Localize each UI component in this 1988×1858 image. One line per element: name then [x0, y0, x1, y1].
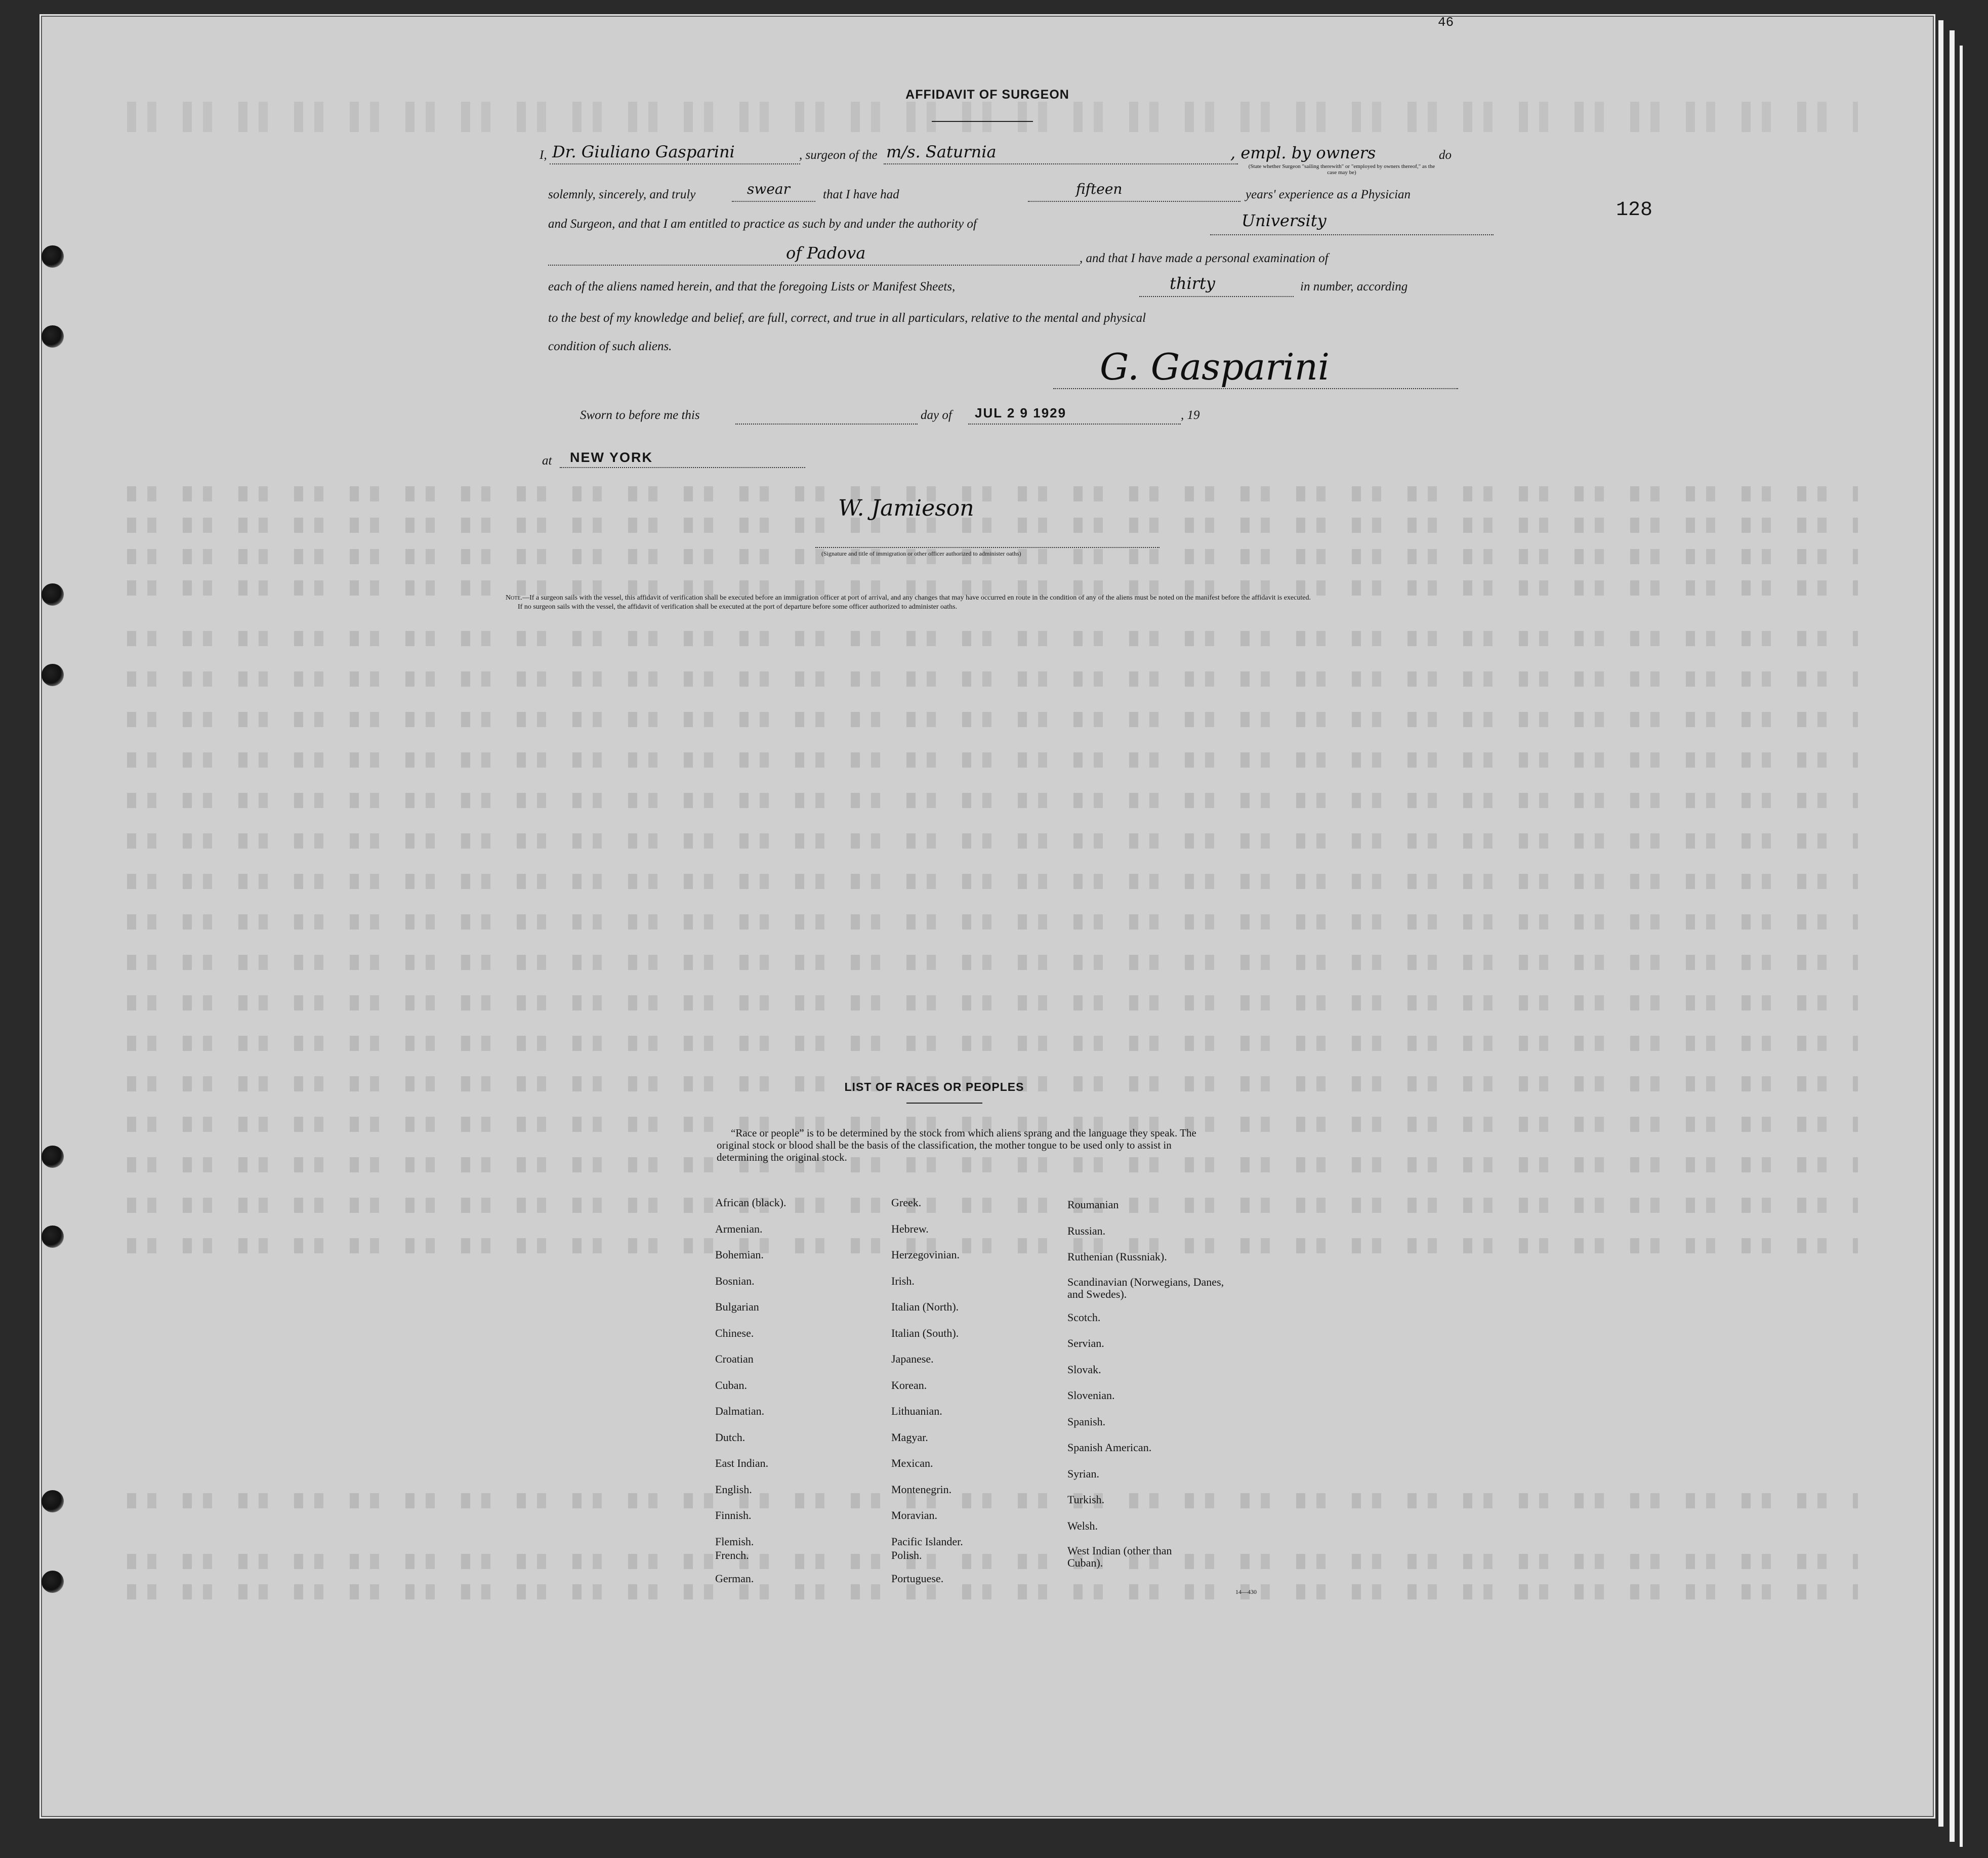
race-item: Moravian. — [891, 1509, 938, 1522]
race-item: Dalmatian. — [715, 1405, 765, 1417]
vessel-name: m/s. Saturnia — [886, 142, 997, 161]
manifest-page — [39, 14, 1935, 1819]
race-item: Bosnian. — [715, 1274, 755, 1287]
bleed-through-row — [127, 874, 1858, 889]
race-item: Lithuanian. — [891, 1405, 942, 1417]
page-edge — [1938, 20, 1943, 1827]
binder-hole — [42, 325, 64, 348]
race-item: Dutch. — [715, 1430, 746, 1444]
sworn-text: Sworn to before me this — [580, 408, 700, 422]
race-item: Welsh. — [1067, 1519, 1098, 1532]
binder-hole — [42, 1146, 64, 1168]
note-label: Note. — [506, 594, 523, 602]
bleed-through-row — [127, 1493, 1858, 1508]
races-column-1 — [715, 1190, 786, 1591]
race-item: Chinese. — [715, 1326, 754, 1339]
bleed-through-row — [127, 1036, 1858, 1051]
race-item: Russian. — [1067, 1224, 1106, 1237]
race-item: West Indian (other than Cuban). — [1067, 1544, 1172, 1569]
officer-signature: W. Jamieson — [838, 495, 974, 521]
race-item: Pacific Islander. — [891, 1535, 963, 1548]
bleed-through-row — [127, 914, 1858, 930]
surgeon-signature: G. Gasparini — [1100, 346, 1330, 388]
verb-line — [732, 201, 815, 202]
text-surgeon-of: , surgeon of the — [799, 148, 878, 162]
race-item: Servian. — [1067, 1337, 1104, 1349]
affidavit-note — [506, 594, 1447, 612]
races-paragraph: “Race or people” is to be determined by the stock from which aliens sprang and the language they speak. The original stock or blood shall be the basis of the classification, the mother tongue to be used only to assist in determining the original stock. — [717, 1127, 1196, 1163]
bleed-through-row — [127, 631, 1858, 646]
note-line1: —If a surgeon sails with the vessel, this affidavit of verification shall be executed before an immigration officer at port of arrival, and any changes that may have occurred en route in the condition of any of the aliens must be noted on the manifest before the affidavit is executed. — [522, 594, 1311, 602]
note-line2: If no surgeon sails with the vessel, the affidavit of verification shall be executed at the port of departure before some officer authorized to administer oaths. — [518, 603, 958, 611]
date-stamp: JUL 2 9 1929 — [975, 405, 1067, 420]
bleed-through-row — [127, 752, 1858, 768]
text-line6: to the best of my knowledge and belief, are full, correct, and true in all particulars, relative to the mental and physical — [548, 311, 1146, 325]
race-item: Scotch. — [1067, 1311, 1101, 1324]
bleed-through-row — [127, 793, 1858, 808]
text-solemnly: solemnly, sincerely, and truly — [548, 188, 696, 201]
text-line5a: each of the aliens named herein, and that the foregoing Lists or Manifest Sheets, — [548, 280, 956, 293]
race-item: French. — [715, 1549, 749, 1561]
bleed-through-row — [127, 1584, 1858, 1599]
bleed-through-row — [127, 486, 1858, 501]
race-item: Korean. — [891, 1378, 927, 1391]
race-item: Mexican. — [891, 1457, 933, 1469]
race-item: Syrian. — [1067, 1467, 1099, 1480]
race-item: Armenian. — [715, 1222, 763, 1235]
bleed-through-row — [127, 955, 1858, 970]
binder-hole — [42, 664, 64, 686]
race-item: Japanese. — [891, 1353, 934, 1365]
employment-note: (State whether Surgeon "sailing therewith" or "employed by owners thereof," as the case may be) — [1248, 163, 1435, 176]
bleed-through-row — [127, 671, 1858, 687]
race-item: Croatian — [715, 1353, 754, 1365]
bleed-through-row — [127, 712, 1858, 727]
race-item: Slovenian. — [1067, 1389, 1115, 1402]
affidavit-title: AFFIDAVIT OF SURGEON — [905, 88, 1069, 102]
prefix-i: I, — [540, 148, 547, 162]
sworn-month-line — [968, 424, 1181, 425]
authority-1: University — [1241, 211, 1327, 230]
authority-line-1 — [1210, 234, 1494, 235]
oath-verb: swear — [747, 181, 790, 197]
races-column-3 — [1067, 1192, 1229, 1569]
race-item: Italian (North). — [891, 1300, 959, 1313]
text-line7: condition of such aliens. — [548, 340, 672, 353]
race-item: Spanish American. — [1067, 1441, 1152, 1454]
race-item: Greek. — [891, 1196, 922, 1209]
surgeon-name-line — [550, 163, 800, 164]
races-title-rule — [906, 1103, 982, 1104]
race-item: Italian (South). — [891, 1326, 959, 1339]
text-line5b: in number, according — [1300, 280, 1408, 293]
race-item: Herzegovinian. — [891, 1248, 960, 1261]
race-item: African (black). — [715, 1196, 786, 1209]
employment: , empl. by owners — [1230, 143, 1376, 162]
place-stamp: NEW YORK — [570, 450, 653, 465]
officer-signature-line — [815, 547, 1159, 548]
race-item: Flemish. — [715, 1535, 754, 1548]
binder-hole — [42, 1490, 64, 1512]
race-item: Cuban. — [715, 1378, 747, 1391]
text-line4: , and that I have made a personal examination of — [1080, 251, 1329, 265]
races-title: LIST OF RACES OR PEOPLES — [844, 1080, 1024, 1093]
bleed-through-row — [127, 102, 1858, 132]
text-experience: that I have had — [823, 188, 899, 201]
bleed-through-row — [127, 833, 1858, 849]
binder-hole — [42, 583, 64, 606]
at-text: at — [542, 454, 552, 468]
race-item: Slovak. — [1067, 1363, 1101, 1376]
race-item: East Indian. — [715, 1457, 769, 1469]
title-rule — [932, 121, 1033, 122]
binder-hole — [42, 245, 64, 268]
race-item: Irish. — [891, 1274, 915, 1287]
day-of-text: day of — [921, 408, 952, 422]
race-item: Montenegrin. — [891, 1483, 952, 1496]
race-item: Spanish. — [1067, 1415, 1106, 1428]
race-item: Turkish. — [1067, 1493, 1105, 1506]
race-item: English. — [715, 1483, 752, 1496]
vessel-line — [884, 163, 1238, 164]
form-number: 14—430 — [1235, 1588, 1257, 1595]
authority-line-2 — [548, 265, 1080, 266]
text-years: years' experience as a Physician — [1246, 188, 1411, 201]
race-item: Finnish. — [715, 1509, 752, 1522]
years-line — [1028, 201, 1240, 202]
race-item: German. — [715, 1572, 754, 1585]
sworn-day-line — [735, 424, 918, 425]
race-item: Ruthenian (Russniak). — [1067, 1250, 1167, 1263]
bleed-through-row — [127, 1554, 1858, 1569]
binder-hole — [42, 1226, 64, 1248]
race-item: Bohemian. — [715, 1248, 764, 1261]
races-column-2 — [891, 1190, 963, 1591]
text-do: do — [1439, 148, 1452, 162]
race-item: Scandinavian (Norwegians, Danes, and Swedes). — [1067, 1275, 1224, 1300]
sheet-count: thirty — [1170, 274, 1215, 293]
surgeon-name: Dr. Giuliano Gasparini — [552, 142, 735, 161]
binder-hole — [42, 1571, 64, 1593]
race-item: Hebrew. — [891, 1222, 929, 1235]
officer-signature-caption: (Signature and title of immigration or other officer authorized to administer oaths) — [821, 550, 1021, 557]
place-line — [560, 467, 805, 468]
page-number: 128 — [1616, 199, 1653, 222]
top-mark: 46 — [1438, 15, 1454, 30]
sheet-count-line — [1139, 296, 1294, 297]
bleed-through-row — [127, 1238, 1858, 1253]
race-item: Roumanian — [1067, 1198, 1119, 1211]
authority-2: of Padova — [786, 243, 866, 263]
year-text: , 19 — [1181, 408, 1200, 422]
years-experience: fifteen — [1076, 181, 1123, 197]
surgeon-signature-line — [1053, 388, 1458, 389]
text-line3: and Surgeon, and that I am entitled to practice as such by and under the authority of — [548, 217, 977, 231]
page-edge — [1950, 30, 1955, 1842]
bleed-through-row — [127, 995, 1858, 1010]
bleed-through-row — [127, 518, 1858, 533]
page-edge — [1960, 46, 1963, 1847]
race-item: Bulgarian — [715, 1300, 759, 1313]
race-item: Portuguese. — [891, 1572, 944, 1585]
race-item: Polish. — [891, 1549, 922, 1561]
bleed-through-row — [127, 1198, 1858, 1213]
race-item: Magyar. — [891, 1430, 928, 1444]
